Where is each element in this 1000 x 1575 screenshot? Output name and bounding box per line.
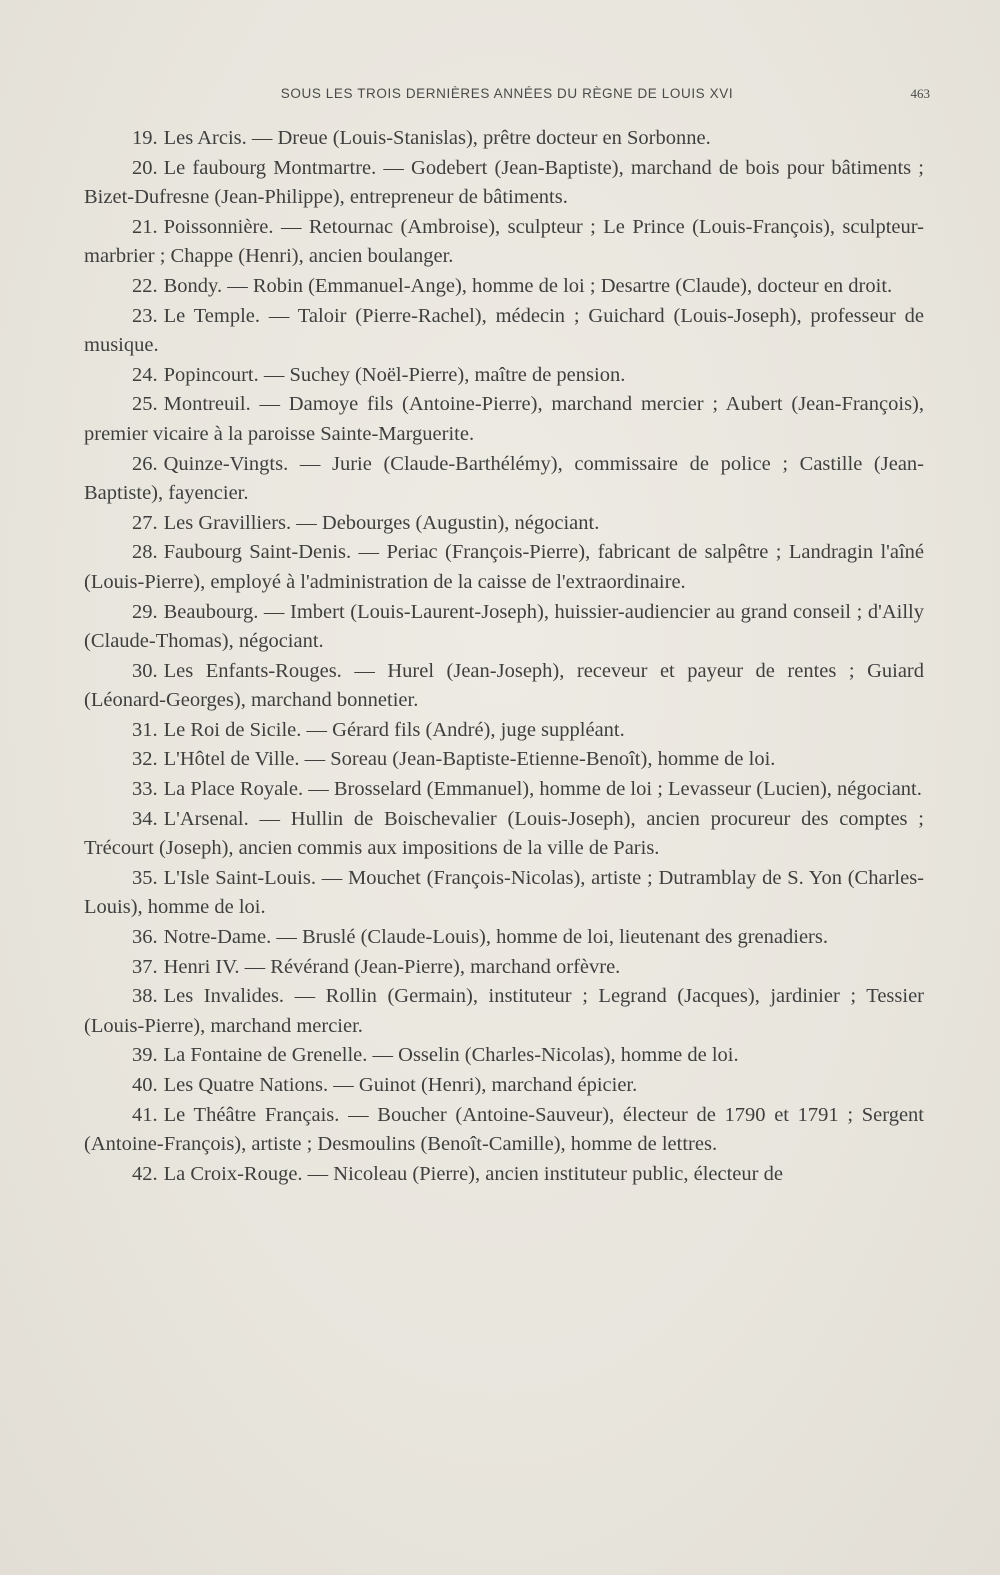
- section-text: Popincourt. — Suchey (Noël-Pierre), maître de pension.: [163, 363, 626, 386]
- section-text: La Fontaine de Grenelle. — Osselin (Charles-Nicolas), homme de loi.: [163, 1044, 739, 1067]
- section-entry: [84, 154, 924, 213]
- running-title: SOUS LES TROIS DERNIÈRES ANNÉES DU RÈGNE DE LOUIS XVI: [280, 86, 734, 101]
- section-text: Bondy. — Robin (Emmanuel-Ange), homme de loi ; Desartre (Claude), docteur en droit.: [163, 274, 893, 297]
- section-number: 38.: [132, 985, 158, 1008]
- section-entry: [84, 213, 924, 272]
- section-number: 22.: [132, 274, 158, 297]
- section-number: 21.: [132, 215, 158, 238]
- section-number: 26.: [132, 452, 158, 475]
- section-number: 33.: [132, 778, 158, 801]
- section-entry: [84, 538, 924, 597]
- section-text: Le faubourg Montmartre. — Godebert (Jean-Baptiste), marchand de bois pour bâtiments ; Bizet-Dufresne (Jean-Philippe), entrepreneur de bâtiments.: [84, 156, 924, 209]
- section-text: La Place Royale. — Brosselard (Emmanuel), homme de loi ; Levasseur (Lucien), négociant.: [163, 778, 922, 801]
- section-text: Le Théâtre Français. — Boucher (Antoine-Sauveur), électeur de 1790 et 1791 ; Sergent (Antoine-François), artiste ; Desmoulins (Benoît-Camille), homme de lettres.: [84, 1103, 924, 1156]
- section-entry: [84, 745, 924, 775]
- section-text: L'Arsenal. — Hullin de Boischevalier (Louis-Joseph), ancien procureur des comptes ; Trécourt (Joseph), ancien commis aux impositions de la ville de Paris.: [84, 807, 924, 860]
- section-number: 39.: [132, 1044, 158, 1067]
- section-text: Beaubourg. — Imbert (Louis-Laurent-Joseph), huissier-audiencier au grand conseil ; d'Ailly (Claude-Thomas), négociant.: [84, 600, 924, 653]
- section-entry: [84, 302, 924, 361]
- section-text: Quinze-Vingts. — Jurie (Claude-Barthélémy), commissaire de police ; Castille (Jean-Baptiste), fayencier.: [84, 452, 924, 505]
- section-text: Le Temple. — Taloir (Pierre-Rachel), médecin ; Guichard (Louis-Joseph), professeur de musique.: [84, 304, 924, 357]
- section-entry: [84, 1101, 924, 1160]
- section-number: 30.: [132, 659, 158, 682]
- section-number: 32.: [132, 748, 158, 771]
- section-text: Montreuil. — Damoye fils (Antoine-Pierre), marchand mercier ; Aubert (Jean-François), premier vicaire à la paroisse Sainte-Marguerite.: [84, 393, 924, 445]
- section-entry: [84, 361, 924, 391]
- section-entry: [84, 657, 924, 716]
- section-entry: [84, 598, 924, 657]
- body-text: [84, 124, 924, 1189]
- section-number: 34.: [132, 807, 158, 830]
- section-number: 35.: [132, 866, 158, 889]
- section-entry: [84, 509, 924, 539]
- section-text: Faubourg Saint-Denis. — Periac (François-Pierre), fabricant de salpêtre ; Landragin l'aîné (Louis-Pierre), employé à l'administration de la caisse de l'extraordinaire.: [84, 541, 924, 593]
- section-entry: [84, 923, 924, 953]
- section-text: L'Isle Saint-Louis. — Mouchet (François-Nicolas), artiste ; Dutramblay de S. Yon (Charles-Louis), homme de loi.: [84, 866, 924, 919]
- section-text: Notre-Dame. — Bruslé (Claude-Louis), homme de loi, lieutenant des grenadiers.: [163, 926, 828, 949]
- section-text: Les Gravilliers. — Debourges (Augustin), négociant.: [163, 511, 600, 534]
- section-entry: [84, 1160, 924, 1190]
- section-text: Poissonnière. — Retournac (Ambroise), sculpteur ; Le Prince (Louis-François), sculpteur-marbrier ; Chappe (Henri), ancien boulanger.: [84, 215, 924, 268]
- section-text: Le Roi de Sicile. — Gérard fils (André), juge suppléant.: [163, 718, 625, 741]
- section-number: 20.: [132, 156, 158, 179]
- section-number: 40.: [132, 1074, 158, 1096]
- section-number: 25.: [132, 393, 158, 416]
- section-entry: [84, 1041, 924, 1071]
- section-entry: [84, 864, 924, 923]
- section-number: 37.: [132, 955, 158, 978]
- section-number: 19.: [132, 127, 158, 149]
- section-text: Henri IV. — Révérand (Jean-Pierre), marchand orfèvre.: [163, 955, 621, 978]
- section-number: 24.: [132, 363, 158, 386]
- section-number: 31.: [132, 718, 158, 741]
- section-number: 41.: [132, 1103, 158, 1126]
- section-entry: [84, 390, 924, 449]
- section-entry: [84, 805, 924, 864]
- section-entry: [84, 982, 924, 1041]
- page-number: 463: [910, 86, 930, 101]
- section-text: Les Arcis. — Dreue (Louis-Stanislas), prêtre docteur en Sorbonne.: [163, 127, 711, 149]
- section-text: La Croix-Rouge. — Nicoleau (Pierre), ancien instituteur public, électeur de: [163, 1162, 783, 1185]
- section-text: Les Quatre Nations. — Guinot (Henri), marchand épicier.: [163, 1074, 638, 1096]
- section-text: Les Enfants-Rouges. — Hurel (Jean-Joseph), receveur et payeur de rentes ; Guiard (Léonard-Georges), marchand bonnetier.: [84, 659, 924, 712]
- section-entry: [84, 953, 924, 983]
- section-number: 27.: [132, 511, 158, 534]
- section-number: 36.: [132, 926, 158, 949]
- section-entry: [84, 716, 924, 746]
- section-entry: [84, 272, 924, 302]
- section-number: 28.: [132, 541, 158, 564]
- section-number: 23.: [132, 304, 158, 327]
- section-number: 42.: [132, 1162, 158, 1185]
- section-text: Les Invalides. — Rollin (Germain), instituteur ; Legrand (Jacques), jardinier ; Tessier (Louis-Pierre), marchand mercier.: [84, 985, 924, 1037]
- section-entry: [84, 1071, 924, 1101]
- section-entry: [84, 124, 924, 154]
- section-entry: [84, 775, 924, 805]
- section-entry: [84, 450, 924, 509]
- section-text: L'Hôtel de Ville. — Soreau (Jean-Baptiste-Etienne-Benoît), homme de loi.: [163, 748, 776, 771]
- section-number: 29.: [132, 600, 158, 623]
- running-head: [84, 86, 930, 110]
